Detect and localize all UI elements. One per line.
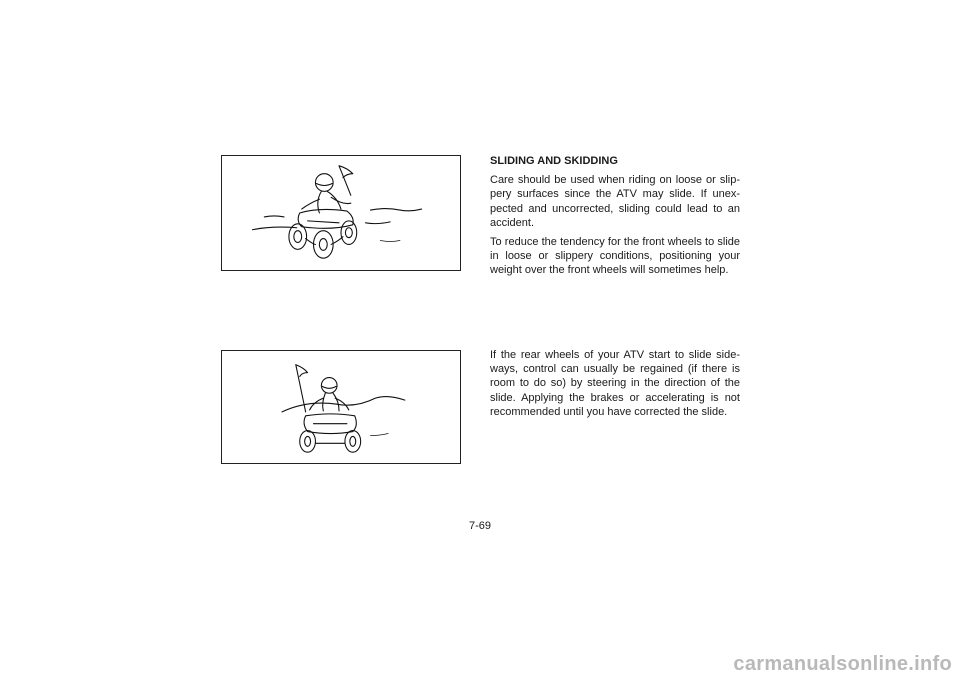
paragraph-front-wheels: To reduce the tendency for the front wheels to slide in loose or slippery conditions, positioning your weight over the front wheels will sometimes help. (490, 236, 740, 277)
sliding-section-text (490, 154, 740, 283)
paragraph-loose-surfaces: Care should be used when riding on loose or slip-pery surfaces since the ATV may slide. If unex-pected and uncorrected, sliding could lead to an accident. (490, 174, 740, 229)
rear-slide-section-text (490, 348, 740, 424)
illustration-atv-sliding (221, 155, 461, 271)
watermark: carmanualsonline.info (733, 653, 952, 675)
atv-rider-drawing-front-slide (222, 156, 460, 270)
illustration-atv-rear-slide (221, 350, 461, 464)
atv-rider-drawing-rear-slide (222, 351, 460, 463)
page-number: 7-69 (468, 520, 492, 532)
paragraph-rear-wheels: If the rear wheels of your ATV start to slide side-ways, control can usually be regained (if there is room to do so) by steering in the direction of the slide. Applying the brakes or accelerating is not recommended until you have corrected the slide. (490, 349, 740, 418)
section-heading: SLIDING AND SKIDDING (490, 155, 618, 167)
